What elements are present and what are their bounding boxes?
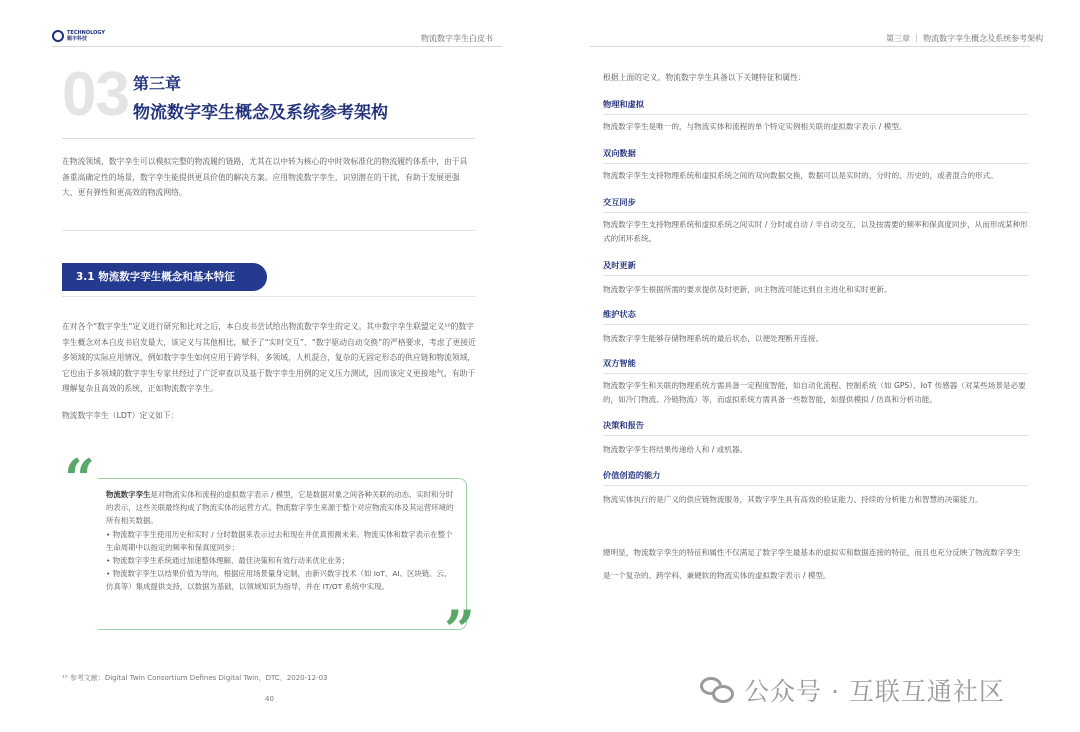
page-number: 40 xyxy=(265,695,274,703)
feature-desc: 物流数字孪生支持物理系统和虚拟系统之间的双向数据交换，数据可以是实时的、分时的、历史的，或者混合的形式。 xyxy=(603,171,998,180)
footnote: ¹⁰ 参考文献：Digital Twin Consortium Defines Digital Twin，DTC，2020-12-03 xyxy=(62,674,328,682)
feature-title: 决策和报告 xyxy=(603,420,644,430)
chapter-number: 03 xyxy=(62,60,129,129)
feature-title: 物理和虚拟 xyxy=(603,99,644,109)
intro-paragraph: 在物流领域，数字孪生可以模拟完整的物流履约链路，尤其在以中转为核心的中时效标准化的物流履约体系中，由于具备重高确定性的场景，数字孪生能提供更具价值的解决方案。应用物流数字孪生，识别潜在的干扰，有助于发展更强大、更有弹性和更高效的物流网络。 xyxy=(62,157,468,197)
conclusion-paragraph: 總明显，物流数字孪生的特征和属性不仅满足了数字孪生最基本的虚拟实和数据连接的特征，而且也充分反映了物流数字孪生是一个复杂的、跨学科、兼硬软的物流实体的虚拟数字表示 / 模型。 xyxy=(603,548,1021,580)
feature-title: 交互同步 xyxy=(603,197,636,207)
quote-bullet-1: • 物流数字孪生使用历史和实时 / 分时数据来表示过去和现在并优真预测未来。物流实体和数字表示在整个生命周期中以指定的频率和保真度同步； xyxy=(106,529,453,552)
feature-divider xyxy=(603,435,1028,436)
feature-desc: 物流数字孪生能够存储物理系统的最后状态，以便处理断开连接。 xyxy=(603,334,824,343)
chapter-divider xyxy=(62,138,475,139)
quote-bullet-2: • 物流数字孪生系统通过加速整体理解、最佳决策和有效行动来优化业务； xyxy=(106,556,350,566)
running-header-right: 第三章 ｜ 物流数字孪生概念及系统参考架构 xyxy=(886,34,1044,43)
quote-line-1-text: 是对物流实体和流程的虚拟数字表示 / 模型，它是数据对象之间各种关联的动态、实时和分时的表示，这些关联最终构成了物流实体的运营方式。物流数字孪生来源于整个对应物流实体及其运营环境的所有相关数据。 xyxy=(106,490,454,526)
logo-mark-icon xyxy=(52,30,64,42)
definition-paragraph: 在对各个“数字孪生”定义进行研究和比对之后，本白皮书尝试给出物流数字孪生的定义。其中数字孪生联盟定义¹⁰的数字孪生概念对本白皮书启发最大，该定义与其他相比，赋予了“实时交互”、“数字驱动自动交换”的严格要求，考虑了更接近多领域的实际应用情况，例如数字孪生如何应用于跨学科、多领域，人机混合，复杂的无固定形态的供应链和物流领域，它也由于多领域的数字孪生专家共经过了广泛审查以及基于数字孪生用例的定义压力测试，因而该定义更接地气，有助于理解复杂且高效的系统，正如物流数字孪生。 xyxy=(62,322,476,393)
quote-line-1 xyxy=(106,488,454,528)
feature-divider xyxy=(603,324,1028,325)
close-quote-icon: ” xyxy=(444,598,476,662)
features-intro: 根据上面的定义，物流数字孪生具备以下关键特征和属性： xyxy=(603,73,806,82)
open-quote-icon: “ xyxy=(64,447,96,511)
company-logo xyxy=(52,30,112,44)
feature-desc: 物流数字孪生和关联的物理系统方需具备一定程度智能，如自动化流程、控制系统（如 GPS）、IoT 传感器（对某些场景是必要的，如冷门物流、冷链物流）等，而虚拟系统方需具备一些数智能，如提供模拟 / 仿真和分析功能。 xyxy=(603,381,1026,404)
feature-desc: 物流数字孪生根据所需的要求提供及时更新，向主物流可能达到自主进化和实时更新。 xyxy=(603,285,892,294)
ldt-definition-lead: 物流数字孪生（LDT）定义如下： xyxy=(62,411,179,420)
quote-term: 物流数字孪生 xyxy=(106,490,151,499)
header-divider-right xyxy=(590,46,1030,47)
logo-text-line1: TECHNOLOGY xyxy=(67,30,105,36)
section-divider xyxy=(62,296,475,297)
chapter-title: 物流数字孪生概念及系统参考架构 xyxy=(133,103,388,123)
header-divider-left xyxy=(52,46,502,47)
feature-divider xyxy=(603,212,1028,213)
feature-desc: 物流数字孪生将结果传递给人和 / 或机器。 xyxy=(603,445,748,454)
wechat-watermark xyxy=(700,672,1005,708)
feature-divider xyxy=(603,163,1028,164)
feature-desc: 物流数字孪生支持物理系统和虚拟系统之间实时 / 分时或自动 / 半自动交互，以及按需要的频率和保真度同步，从而形成某种形式的闭环系统。 xyxy=(603,220,1028,243)
feature-divider xyxy=(603,373,1028,374)
section-heading: 3.1 物流数字孪生概念和基本特征 xyxy=(62,263,267,291)
feature-divider xyxy=(603,485,1028,486)
logo-text-line2: 顺丰科技 xyxy=(67,36,88,42)
definition-quote-text xyxy=(106,488,454,594)
feature-desc: 物流实体执行的是广义的供应链物流服务，其数字孪生具有高效的验证能力、持续的分析能力和智慧的决策能力。 xyxy=(603,495,983,504)
feature-title: 双向数据 xyxy=(603,148,636,158)
chapter-label: 第三章 xyxy=(133,74,182,93)
intro-divider xyxy=(62,230,475,231)
feature-title: 双方智能 xyxy=(603,358,636,368)
feature-title: 维护状态 xyxy=(603,309,636,319)
feature-title: 价值创造的能力 xyxy=(603,470,661,480)
feature-divider xyxy=(603,275,1028,276)
feature-title: 及时更新 xyxy=(603,260,636,270)
feature-desc: 物流数字孪生是唯一的，与物流实体和流程的单个特定实例相关联的虚拟数字表示 / 模型。 xyxy=(603,122,907,131)
wechat-icon xyxy=(700,675,736,705)
watermark-text: 公众号 · 互联互通社区 xyxy=(744,677,1005,706)
running-header-left: 物流数字孪生白皮书 xyxy=(421,34,493,43)
quote-bullet-3: • 物流数字孪生以结果价值为导向，根据应用场景量身定制，由新兴数字技术（如 IoT、AI、区块链、云、仿真等）集成提供支持，以数据为基础，以领域知识为指导，并在 IT/OT 系统中实现。 xyxy=(106,569,452,592)
feature-divider xyxy=(603,114,1028,115)
